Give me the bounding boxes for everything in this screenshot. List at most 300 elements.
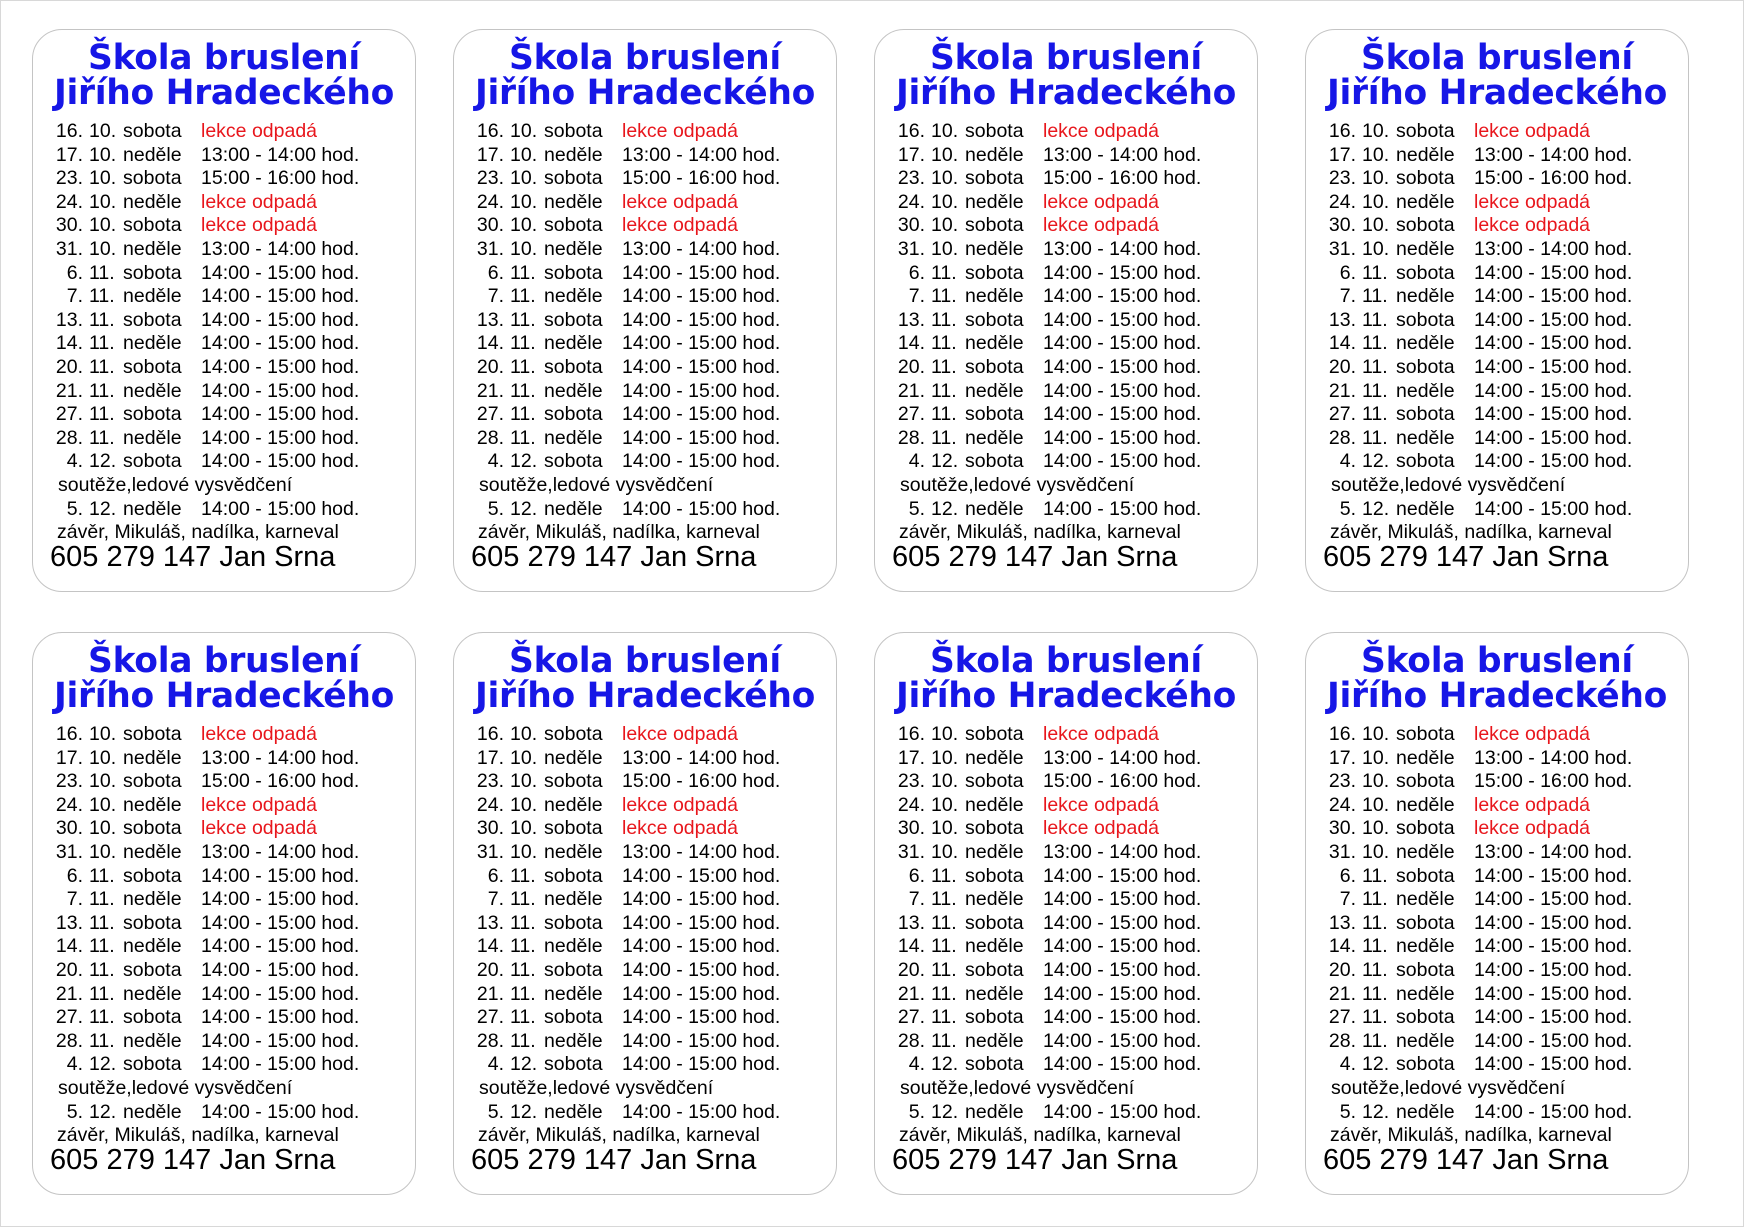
row-month: 11. bbox=[89, 911, 115, 934]
row-weekday: neděle bbox=[1396, 379, 1455, 402]
row-cancelled: lekce odpadá bbox=[201, 190, 318, 213]
row-month: 11. bbox=[89, 982, 115, 1005]
row-month: 10. bbox=[89, 770, 117, 793]
row-time: 14:00 - 15:00 hod. bbox=[201, 864, 360, 887]
schedule-row bbox=[39, 912, 416, 936]
row-day: 28. bbox=[1328, 1029, 1356, 1052]
row-day: 5. bbox=[908, 1100, 925, 1123]
schedule-row bbox=[1312, 959, 1689, 983]
row-time: 14:00 - 15:00 hod. bbox=[1043, 1053, 1202, 1076]
schedule-row bbox=[881, 262, 1258, 286]
row-day: 31. bbox=[476, 840, 504, 863]
schedule-row bbox=[39, 935, 416, 959]
schedule-row bbox=[39, 723, 416, 747]
schedule-row bbox=[881, 935, 1258, 959]
row-time: 14:00 - 15:00 hod. bbox=[622, 1053, 781, 1076]
row-day: 16. bbox=[476, 120, 504, 142]
row-month: 12. bbox=[510, 1100, 538, 1123]
row-month: 12. bbox=[89, 1100, 117, 1123]
row-weekday: neděle bbox=[965, 1029, 1024, 1052]
row-weekday: neděle bbox=[123, 237, 182, 260]
row-time: 14:00 - 15:00 hod. bbox=[1043, 285, 1202, 308]
row-month: 11. bbox=[510, 982, 536, 1005]
row-day: 24. bbox=[897, 793, 925, 816]
card-title-line1: Škola bruslení bbox=[88, 641, 360, 681]
note-competitions: soutěže,ledové vysvědčení bbox=[1331, 473, 1566, 496]
row-month: 11. bbox=[1362, 355, 1388, 378]
note-competitions: soutěže,ledové vysvědčení bbox=[58, 473, 293, 496]
row-day: 5. bbox=[908, 497, 925, 520]
row-weekday: sobota bbox=[1396, 958, 1455, 981]
row-weekday: neděle bbox=[123, 793, 182, 816]
schedule-row bbox=[1312, 380, 1689, 404]
note-final: závěr, Mikuláš, nadílka, karneval bbox=[57, 521, 339, 544]
row-month: 11. bbox=[931, 355, 957, 378]
row-weekday: neděle bbox=[123, 285, 182, 308]
row-cancelled: lekce odpadá bbox=[1474, 817, 1591, 840]
row-time: 14:00 - 15:00 hod. bbox=[622, 1100, 781, 1123]
row-month: 11. bbox=[89, 1006, 115, 1029]
schedule-row bbox=[39, 1030, 416, 1054]
row-time: 14:00 - 15:00 hod. bbox=[622, 450, 781, 473]
schedule-row bbox=[1312, 817, 1689, 841]
row-day: 24. bbox=[55, 190, 83, 213]
contact-line: 605 279 147 Jan Srna bbox=[50, 541, 336, 573]
schedule-row bbox=[460, 144, 837, 168]
row-day: 23. bbox=[897, 167, 925, 190]
row-month: 10. bbox=[89, 237, 117, 260]
row-time: 13:00 - 14:00 hod. bbox=[1043, 746, 1202, 769]
row-month: 11. bbox=[1362, 308, 1388, 331]
row-month: 11. bbox=[931, 982, 957, 1005]
row-month: 10. bbox=[89, 817, 117, 840]
row-day: 23. bbox=[1328, 167, 1356, 190]
schedule-row bbox=[39, 309, 416, 333]
row-day: 30. bbox=[476, 817, 504, 840]
row-weekday: sobota bbox=[544, 214, 603, 237]
schedule-row bbox=[1312, 120, 1689, 144]
row-cancelled: lekce odpadá bbox=[1474, 723, 1591, 745]
row-weekday: sobota bbox=[965, 770, 1024, 793]
row-cancelled: lekce odpadá bbox=[622, 817, 739, 840]
schedule-row bbox=[460, 983, 837, 1007]
row-time: 13:00 - 14:00 hod. bbox=[1474, 143, 1633, 166]
note-final: závěr, Mikuláš, nadílka, karneval bbox=[899, 1124, 1181, 1147]
row-weekday: sobota bbox=[965, 308, 1024, 331]
row-month: 11. bbox=[931, 403, 957, 426]
schedule-row bbox=[881, 214, 1258, 238]
row-time: 14:00 - 15:00 hod. bbox=[1043, 982, 1202, 1005]
schedule-row bbox=[39, 983, 416, 1007]
row-month: 12. bbox=[510, 1053, 538, 1076]
schedule-card bbox=[874, 632, 1258, 1195]
schedule-row bbox=[39, 794, 416, 818]
schedule-row bbox=[39, 167, 416, 191]
row-month: 10. bbox=[510, 167, 538, 190]
row-weekday: sobota bbox=[544, 864, 603, 887]
row-month: 10. bbox=[89, 120, 117, 142]
schedule-row bbox=[881, 912, 1258, 936]
row-weekday: neděle bbox=[544, 746, 603, 769]
schedule-list bbox=[1312, 723, 1689, 1148]
schedule-row bbox=[881, 794, 1258, 818]
row-day: 7. bbox=[487, 888, 504, 911]
row-day: 21. bbox=[897, 982, 925, 1005]
row-month: 11. bbox=[89, 261, 115, 284]
row-day: 24. bbox=[1328, 190, 1356, 213]
schedule-row bbox=[1312, 498, 1689, 522]
row-time: 13:00 - 14:00 hod. bbox=[1043, 237, 1202, 260]
row-day: 23. bbox=[476, 770, 504, 793]
contact-line: 605 279 147 Jan Srna bbox=[1323, 1144, 1609, 1176]
schedule-row bbox=[39, 356, 416, 380]
row-month: 11. bbox=[89, 285, 115, 308]
row-day: 27. bbox=[55, 403, 83, 426]
row-month: 11. bbox=[1362, 426, 1388, 449]
row-time: 14:00 - 15:00 hod. bbox=[1474, 1053, 1633, 1076]
row-weekday: sobota bbox=[123, 308, 182, 331]
schedule-row bbox=[1312, 356, 1689, 380]
row-cancelled: lekce odpadá bbox=[622, 120, 739, 142]
card-title-line1: Škola bruslení bbox=[1361, 641, 1633, 681]
card-title-line2: Jiřího Hradeckého bbox=[1326, 73, 1668, 113]
row-day: 31. bbox=[1328, 237, 1356, 260]
row-day: 31. bbox=[1328, 840, 1356, 863]
row-day: 23. bbox=[1328, 770, 1356, 793]
row-weekday: neděle bbox=[965, 888, 1024, 911]
row-time: 14:00 - 15:00 hod. bbox=[622, 888, 781, 911]
note-competitions: soutěže,ledové vysvědčení bbox=[900, 1076, 1135, 1099]
row-day: 13. bbox=[897, 911, 925, 934]
row-time: 13:00 - 14:00 hod. bbox=[201, 840, 360, 863]
row-month: 11. bbox=[89, 888, 115, 911]
row-time: 14:00 - 15:00 hod. bbox=[1043, 935, 1202, 958]
schedule-row bbox=[881, 144, 1258, 168]
row-weekday: neděle bbox=[544, 1100, 603, 1123]
row-day: 13. bbox=[55, 911, 83, 934]
row-time: 14:00 - 15:00 hod. bbox=[201, 888, 360, 911]
row-time: 14:00 - 15:00 hod. bbox=[1474, 982, 1633, 1005]
row-month: 10. bbox=[89, 167, 117, 190]
row-day: 4. bbox=[487, 1053, 504, 1076]
row-day: 14. bbox=[897, 935, 925, 958]
schedule-row bbox=[39, 238, 416, 262]
row-time: 15:00 - 16:00 hod. bbox=[1043, 770, 1202, 793]
row-time: 14:00 - 15:00 hod. bbox=[1474, 403, 1633, 426]
row-time: 14:00 - 15:00 hod. bbox=[1474, 1100, 1633, 1123]
row-month: 11. bbox=[1362, 911, 1388, 934]
schedule-row bbox=[460, 817, 837, 841]
schedule-row bbox=[460, 380, 837, 404]
row-day: 4. bbox=[908, 450, 925, 473]
note-competitions: soutěže,ledové vysvědčení bbox=[479, 1076, 714, 1099]
schedule-row bbox=[881, 498, 1258, 522]
row-day: 21. bbox=[476, 982, 504, 1005]
row-month: 11. bbox=[931, 888, 957, 911]
row-day: 30. bbox=[1328, 817, 1356, 840]
row-month: 10. bbox=[1362, 167, 1390, 190]
row-month: 10. bbox=[510, 120, 538, 142]
row-day: 20. bbox=[1328, 355, 1356, 378]
row-day: 21. bbox=[1328, 982, 1356, 1005]
row-time: 14:00 - 15:00 hod. bbox=[1474, 379, 1633, 402]
schedule-card bbox=[453, 29, 837, 592]
row-time: 14:00 - 15:00 hod. bbox=[201, 426, 360, 449]
schedule-row bbox=[1312, 167, 1689, 191]
row-weekday: neděle bbox=[1396, 1029, 1455, 1052]
row-weekday: sobota bbox=[544, 355, 603, 378]
row-time: 14:00 - 15:00 hod. bbox=[201, 497, 360, 520]
row-time: 14:00 - 15:00 hod. bbox=[1474, 450, 1633, 473]
schedule-row bbox=[460, 865, 837, 889]
schedule-row bbox=[881, 285, 1258, 309]
row-day: 21. bbox=[1328, 379, 1356, 402]
row-day: 20. bbox=[1328, 958, 1356, 981]
schedule-row bbox=[460, 747, 837, 771]
row-month: 12. bbox=[1362, 450, 1390, 473]
schedule-row bbox=[39, 1006, 416, 1030]
row-month: 10. bbox=[89, 840, 117, 863]
row-time: 14:00 - 15:00 hod. bbox=[1474, 1006, 1633, 1029]
row-day: 30. bbox=[897, 214, 925, 237]
row-time: 14:00 - 15:00 hod. bbox=[1043, 864, 1202, 887]
row-time: 14:00 - 15:00 hod. bbox=[1474, 355, 1633, 378]
row-day: 27. bbox=[897, 1006, 925, 1029]
row-month: 10. bbox=[1362, 746, 1390, 769]
row-month: 11. bbox=[510, 261, 536, 284]
row-time: 13:00 - 14:00 hod. bbox=[622, 143, 781, 166]
schedule-row bbox=[1312, 309, 1689, 333]
row-day: 24. bbox=[476, 793, 504, 816]
row-weekday: sobota bbox=[544, 308, 603, 331]
schedule-row bbox=[460, 262, 837, 286]
row-day: 23. bbox=[476, 167, 504, 190]
schedule-row bbox=[39, 888, 416, 912]
row-month: 10. bbox=[510, 746, 538, 769]
row-time: 13:00 - 14:00 hod. bbox=[1474, 840, 1633, 863]
row-month: 11. bbox=[1362, 982, 1388, 1005]
row-weekday: sobota bbox=[1396, 120, 1455, 142]
row-day: 31. bbox=[897, 840, 925, 863]
schedule-row bbox=[1312, 1053, 1689, 1077]
schedule-row bbox=[460, 935, 837, 959]
row-month: 12. bbox=[1362, 1053, 1390, 1076]
row-day: 31. bbox=[476, 237, 504, 260]
row-day: 6. bbox=[1339, 261, 1356, 284]
schedule-list bbox=[39, 120, 416, 545]
row-month: 12. bbox=[931, 497, 959, 520]
schedule-row bbox=[1312, 912, 1689, 936]
row-weekday: sobota bbox=[123, 864, 182, 887]
schedule-list bbox=[460, 120, 837, 545]
schedule-row bbox=[881, 356, 1258, 380]
row-day: 5. bbox=[1339, 497, 1356, 520]
row-weekday: neděle bbox=[1396, 332, 1455, 355]
row-time: 14:00 - 15:00 hod. bbox=[1043, 450, 1202, 473]
row-time: 13:00 - 14:00 hod. bbox=[201, 143, 360, 166]
row-weekday: neděle bbox=[544, 935, 603, 958]
row-weekday: sobota bbox=[1396, 911, 1455, 934]
row-day: 24. bbox=[897, 190, 925, 213]
schedule-row bbox=[39, 144, 416, 168]
row-time: 14:00 - 15:00 hod. bbox=[201, 958, 360, 981]
row-day: 13. bbox=[1328, 308, 1356, 331]
row-weekday: sobota bbox=[544, 403, 603, 426]
row-time: 14:00 - 15:00 hod. bbox=[1474, 308, 1633, 331]
schedule-row bbox=[39, 380, 416, 404]
row-weekday: neděle bbox=[965, 190, 1024, 213]
row-month: 11. bbox=[1362, 888, 1388, 911]
row-day: 21. bbox=[55, 379, 83, 402]
row-day: 17. bbox=[476, 143, 504, 166]
schedule-row bbox=[881, 191, 1258, 215]
row-month: 12. bbox=[89, 450, 117, 473]
row-weekday: neděle bbox=[965, 1100, 1024, 1123]
row-time: 14:00 - 15:00 hod. bbox=[1043, 308, 1202, 331]
row-time: 14:00 - 15:00 hod. bbox=[1474, 261, 1633, 284]
contact-line: 605 279 147 Jan Srna bbox=[892, 541, 1178, 573]
row-cancelled: lekce odpadá bbox=[1043, 214, 1160, 237]
row-cancelled: lekce odpadá bbox=[201, 723, 318, 745]
schedule-row bbox=[39, 191, 416, 215]
row-time: 14:00 - 15:00 hod. bbox=[201, 308, 360, 331]
schedule-row bbox=[1312, 262, 1689, 286]
note-competitions: soutěže,ledové vysvědčení bbox=[900, 473, 1135, 496]
row-time: 14:00 - 15:00 hod. bbox=[622, 308, 781, 331]
contact-line: 605 279 147 Jan Srna bbox=[1323, 541, 1609, 573]
row-weekday: neděle bbox=[965, 237, 1024, 260]
row-day: 28. bbox=[55, 1029, 83, 1052]
row-weekday: neděle bbox=[965, 793, 1024, 816]
row-time: 14:00 - 15:00 hod. bbox=[201, 450, 360, 473]
schedule-row bbox=[460, 238, 837, 262]
row-month: 12. bbox=[89, 1053, 117, 1076]
card-title-line2: Jiřího Hradeckého bbox=[1326, 676, 1668, 716]
row-month: 12. bbox=[1362, 1100, 1390, 1123]
row-weekday: sobota bbox=[965, 167, 1024, 190]
schedule-card bbox=[32, 632, 416, 1195]
row-weekday: sobota bbox=[965, 355, 1024, 378]
row-weekday: sobota bbox=[544, 167, 603, 190]
schedule-row bbox=[460, 191, 837, 215]
schedule-row bbox=[39, 450, 416, 474]
schedule-row bbox=[39, 262, 416, 286]
row-day: 17. bbox=[1328, 746, 1356, 769]
row-weekday: neděle bbox=[123, 497, 182, 520]
row-day: 16. bbox=[476, 723, 504, 745]
row-month: 10. bbox=[510, 770, 538, 793]
row-day: 16. bbox=[1328, 723, 1356, 745]
row-month: 10. bbox=[510, 793, 538, 816]
schedule-row bbox=[460, 498, 837, 522]
row-day: 17. bbox=[897, 143, 925, 166]
schedule-row bbox=[1312, 1006, 1689, 1030]
row-month: 11. bbox=[931, 332, 957, 355]
row-weekday: sobota bbox=[123, 355, 182, 378]
row-cancelled: lekce odpadá bbox=[1474, 793, 1591, 816]
row-weekday: neděle bbox=[544, 426, 603, 449]
row-time: 14:00 - 15:00 hod. bbox=[1474, 935, 1633, 958]
row-weekday: neděle bbox=[1396, 143, 1455, 166]
row-day: 30. bbox=[55, 817, 83, 840]
row-time: 14:00 - 15:00 hod. bbox=[1043, 497, 1202, 520]
row-month: 12. bbox=[89, 497, 117, 520]
row-time: 14:00 - 15:00 hod. bbox=[1043, 403, 1202, 426]
row-time: 13:00 - 14:00 hod. bbox=[201, 746, 360, 769]
row-weekday: neděle bbox=[544, 840, 603, 863]
row-weekday: sobota bbox=[123, 403, 182, 426]
card-title-line1: Škola bruslení bbox=[88, 38, 360, 78]
row-time: 14:00 - 15:00 hod. bbox=[622, 1029, 781, 1052]
row-time: 14:00 - 15:00 hod. bbox=[622, 403, 781, 426]
row-day: 5. bbox=[487, 497, 504, 520]
card-title-line2: Jiřího Hradeckého bbox=[53, 73, 395, 113]
card-title-line1: Škola bruslení bbox=[1361, 38, 1633, 78]
row-weekday: neděle bbox=[544, 332, 603, 355]
schedule-row bbox=[1312, 747, 1689, 771]
row-month: 11. bbox=[89, 379, 115, 402]
row-day: 4. bbox=[1339, 450, 1356, 473]
schedule-row bbox=[460, 167, 837, 191]
schedule-row bbox=[1312, 332, 1689, 356]
row-weekday: neděle bbox=[965, 285, 1024, 308]
row-time: 14:00 - 15:00 hod. bbox=[201, 1100, 360, 1123]
row-time: 14:00 - 15:00 hod. bbox=[201, 1053, 360, 1076]
schedule-row bbox=[881, 403, 1258, 427]
row-day: 30. bbox=[897, 817, 925, 840]
contact-line: 605 279 147 Jan Srna bbox=[50, 1144, 336, 1176]
row-time: 13:00 - 14:00 hod. bbox=[1043, 143, 1202, 166]
row-time: 14:00 - 15:00 hod. bbox=[201, 403, 360, 426]
row-month: 10. bbox=[510, 817, 538, 840]
schedule-row bbox=[881, 167, 1258, 191]
row-weekday: neděle bbox=[965, 746, 1024, 769]
row-weekday: sobota bbox=[123, 723, 182, 745]
note-final: závěr, Mikuláš, nadílka, karneval bbox=[1330, 1124, 1612, 1147]
row-day: 14. bbox=[1328, 332, 1356, 355]
schedule-row bbox=[1312, 723, 1689, 747]
contact-line: 605 279 147 Jan Srna bbox=[892, 1144, 1178, 1176]
row-day: 6. bbox=[908, 261, 925, 284]
row-weekday: neděle bbox=[544, 982, 603, 1005]
schedule-card bbox=[453, 632, 837, 1195]
row-day: 4. bbox=[1339, 1053, 1356, 1076]
contact-line: 605 279 147 Jan Srna bbox=[471, 1144, 757, 1176]
row-cancelled: lekce odpadá bbox=[622, 190, 739, 213]
row-time: 14:00 - 15:00 hod. bbox=[201, 379, 360, 402]
row-weekday: neděle bbox=[123, 840, 182, 863]
row-month: 11. bbox=[510, 379, 536, 402]
row-weekday: neděle bbox=[544, 190, 603, 213]
row-month: 11. bbox=[931, 911, 957, 934]
row-weekday: neděle bbox=[544, 285, 603, 308]
row-month: 10. bbox=[1362, 237, 1390, 260]
schedule-row bbox=[1312, 403, 1689, 427]
row-month: 10. bbox=[1362, 214, 1390, 237]
row-weekday: neděle bbox=[965, 982, 1024, 1005]
row-month: 10. bbox=[89, 723, 117, 745]
row-weekday: sobota bbox=[1396, 723, 1455, 745]
row-day: 17. bbox=[55, 746, 83, 769]
row-month: 12. bbox=[931, 1053, 959, 1076]
schedule-row bbox=[1312, 450, 1689, 474]
row-weekday: neděle bbox=[123, 982, 182, 1005]
row-weekday: neděle bbox=[965, 840, 1024, 863]
row-month: 11. bbox=[510, 285, 536, 308]
row-month: 10. bbox=[89, 143, 117, 166]
row-day: 5. bbox=[66, 1100, 83, 1123]
schedule-row bbox=[881, 1101, 1258, 1125]
